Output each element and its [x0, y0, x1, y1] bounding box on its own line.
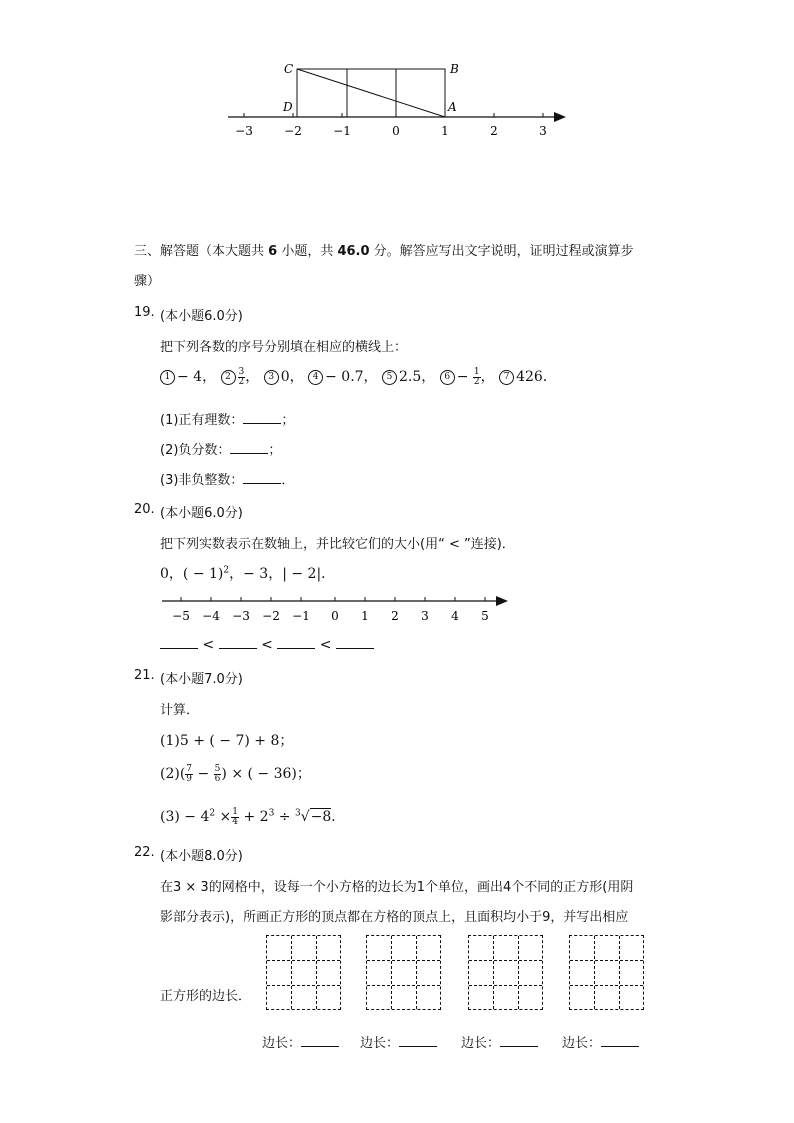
expr-text: (3) − 4: [160, 809, 210, 825]
item-separator: ，: [480, 369, 495, 385]
answer-blank[interactable]: [301, 1034, 339, 1047]
calc-part-1: (1)5 + ( − 7) + 8；: [160, 733, 294, 749]
side-length-label: 边长：: [461, 1036, 501, 1051]
grid-line: [469, 985, 542, 986]
question-text: 影部分表示)，所画正方形的顶点都在方格的顶点上，且面积均小于9，并写出相应: [160, 910, 629, 925]
tick-label: 0: [392, 124, 400, 138]
question-text: 正方形的边长．: [160, 989, 252, 1004]
side-length-label: 边长：: [562, 1036, 602, 1051]
question-number: 22.: [134, 845, 155, 860]
fraction-numerator: 5: [214, 763, 221, 774]
question-text: 在3 × 3的网格中，设每一个小方格的边长为1个单位，画出4个不同的正方形(用阴: [160, 880, 634, 895]
side-length-label: 边长：: [360, 1036, 400, 1051]
item-value: 2.5，: [399, 369, 436, 385]
item-marker: 6: [440, 370, 455, 385]
answer-blank[interactable]: [277, 636, 315, 649]
grid-line: [619, 936, 620, 1009]
fraction-denominator: 9: [186, 773, 193, 784]
section-heading-line2: 骤）: [134, 274, 161, 289]
tick-label: 3: [421, 609, 429, 623]
question-prompt: 把下列各数的序号分别填在相应的横线上：: [160, 340, 408, 355]
tick-label: −3: [235, 124, 253, 138]
grid-line: [367, 960, 440, 961]
expr-text: ÷: [274, 809, 291, 825]
fraction: [231, 808, 239, 827]
answer-blank[interactable]: [243, 411, 281, 424]
grid-3x3[interactable]: [366, 935, 441, 1010]
sub-question-label: (1)正有理数：: [160, 413, 244, 428]
point-label-c: C: [284, 62, 294, 76]
fraction-denominator: 2: [238, 376, 245, 387]
item-marker: 3: [264, 370, 279, 385]
tick-label: 2: [391, 609, 399, 623]
grid-line: [416, 936, 417, 1009]
question-number: 20.: [134, 502, 155, 517]
question-meta: (本小题6.0分): [160, 506, 243, 521]
answer-blank[interactable]: [500, 1034, 538, 1047]
answer-blank[interactable]: [160, 636, 198, 649]
fraction: [473, 368, 481, 387]
tick-label: −5: [172, 609, 190, 623]
question-meta: (本小题8.0分): [160, 849, 243, 864]
tick-label: 5: [481, 609, 489, 623]
expr-text: ) × ( − 36)；: [221, 766, 311, 782]
grid-line: [391, 936, 392, 1009]
item-value: −: [456, 369, 469, 385]
exponent: 2: [209, 808, 216, 819]
tick-label: 2: [490, 124, 498, 138]
side-length-label: 边长：: [262, 1036, 302, 1051]
sub-question: [160, 469, 294, 488]
number-set: [160, 563, 335, 583]
sub-question-end: ；: [268, 443, 282, 458]
grid-line: [469, 960, 542, 961]
grid-line: [267, 960, 340, 961]
less-than-sign: <: [319, 637, 332, 653]
item-marker: 2: [221, 370, 236, 385]
sub-question: [160, 409, 294, 428]
comparison-row: [160, 636, 374, 653]
diagonal-ca: [297, 69, 445, 117]
number-list: [160, 366, 557, 387]
grid-line: [570, 960, 643, 961]
fraction: [185, 765, 193, 784]
calc-part-2: [160, 763, 311, 784]
question-meta: (本小题6.0分): [160, 309, 243, 324]
tick-label: −2: [284, 124, 302, 138]
blank-number-line: [160, 590, 515, 626]
fraction-numerator: 7: [186, 763, 193, 774]
answer-blank[interactable]: [336, 636, 374, 649]
tick-label: 4: [451, 609, 459, 623]
radicand: −8: [310, 809, 332, 825]
expr-text: ．: [331, 809, 346, 825]
expr-text: ×: [215, 809, 232, 825]
answer-blank[interactable]: [243, 471, 281, 484]
question-meta: (本小题7.0分): [160, 672, 243, 687]
answer-blank[interactable]: [601, 1034, 639, 1047]
fraction-denominator: 2: [473, 376, 480, 387]
point-label-b: B: [450, 62, 459, 76]
point-label-a: A: [448, 100, 457, 114]
item-marker: 1: [160, 370, 175, 385]
grid-line: [316, 936, 317, 1009]
grid-line: [518, 936, 519, 1009]
grid-line: [291, 936, 292, 1009]
question-number: 21.: [134, 668, 155, 683]
question-number: 19.: [134, 305, 155, 320]
side-length-answer: [262, 1032, 339, 1051]
heading-text: 小题，共: [277, 244, 338, 259]
fraction-numerator: 1: [473, 366, 480, 377]
expr-text: (2)(: [160, 766, 186, 782]
tick-label: −3: [232, 609, 250, 623]
less-than-sign: <: [202, 637, 215, 653]
side-length-answer: [461, 1032, 538, 1051]
fraction-numerator: 3: [238, 366, 245, 377]
calc-part-3: [160, 806, 345, 827]
tick-label: 3: [539, 124, 547, 138]
tick-label: 1: [361, 609, 369, 623]
sub-question-end: ．: [281, 473, 295, 488]
grid-line: [570, 985, 643, 986]
expr-text: + 2: [243, 809, 269, 825]
item-marker: 5: [382, 370, 397, 385]
tick-label: −2: [262, 609, 280, 623]
fraction-numerator: 1: [232, 806, 239, 817]
grid-line: [267, 985, 340, 986]
item-value: 426．: [516, 369, 557, 385]
item-value: 0，: [280, 369, 304, 385]
radical-sign: √: [300, 809, 310, 825]
sub-question-end: ；: [281, 413, 295, 428]
axis-arrow-icon: [496, 596, 508, 606]
side-length-answer: [360, 1032, 437, 1051]
item-value: − 0.7，: [325, 369, 378, 385]
grid-3x3[interactable]: [266, 935, 341, 1010]
tick-label: −1: [333, 124, 351, 138]
exponent: 3: [268, 808, 275, 819]
root-index: 3: [294, 808, 301, 819]
tick-label: −4: [202, 609, 220, 623]
fraction-denominator: 6: [214, 773, 221, 784]
number-text: 0，( − 1): [160, 566, 224, 582]
less-than-sign: <: [261, 637, 273, 653]
number-text: ，− 3，| − 2|．: [229, 566, 336, 582]
expr-text: −: [197, 766, 210, 782]
question-prompt: 计算．: [160, 703, 200, 718]
exponent: 2: [223, 565, 230, 576]
answer-blank[interactable]: [399, 1034, 437, 1047]
sub-question: [160, 439, 281, 458]
section-heading: [134, 240, 634, 259]
side-length-answer: [562, 1032, 639, 1051]
heading-text: 分。解答应写出文字说明，证明过程或演算步: [369, 244, 634, 259]
tick-label: 1: [441, 124, 449, 138]
answer-blank[interactable]: [219, 636, 257, 649]
item-separator: ，: [245, 369, 260, 385]
grid-line: [493, 936, 494, 1009]
item-marker: 4: [308, 370, 323, 385]
grid-3x3[interactable]: [468, 935, 543, 1010]
axis-arrow-icon: [554, 112, 566, 122]
question-prompt: 把下列实数表示在数轴上，并比较它们的大小(用“ < ”连接)．: [160, 537, 515, 552]
sub-question-label: (2)负分数：: [160, 443, 231, 458]
item-value: − 4，: [177, 369, 217, 385]
answer-blank[interactable]: [230, 441, 268, 454]
item-marker: 7: [499, 370, 514, 385]
tick-label: 0: [331, 609, 339, 623]
tick-label: −1: [292, 609, 310, 623]
rectangle-number-line-figure: [220, 55, 580, 145]
grid-3x3[interactable]: [569, 935, 644, 1010]
question-count: 6: [268, 244, 278, 259]
fraction-denominator: 4: [232, 816, 239, 827]
grid-line: [594, 936, 595, 1009]
grid-line: [367, 985, 440, 986]
sub-question-label: (3)非负整数：: [160, 473, 244, 488]
point-label-d: D: [283, 100, 293, 114]
heading-text: 三、解答题（本大题共: [134, 244, 269, 259]
total-score: 46.0: [337, 244, 370, 259]
